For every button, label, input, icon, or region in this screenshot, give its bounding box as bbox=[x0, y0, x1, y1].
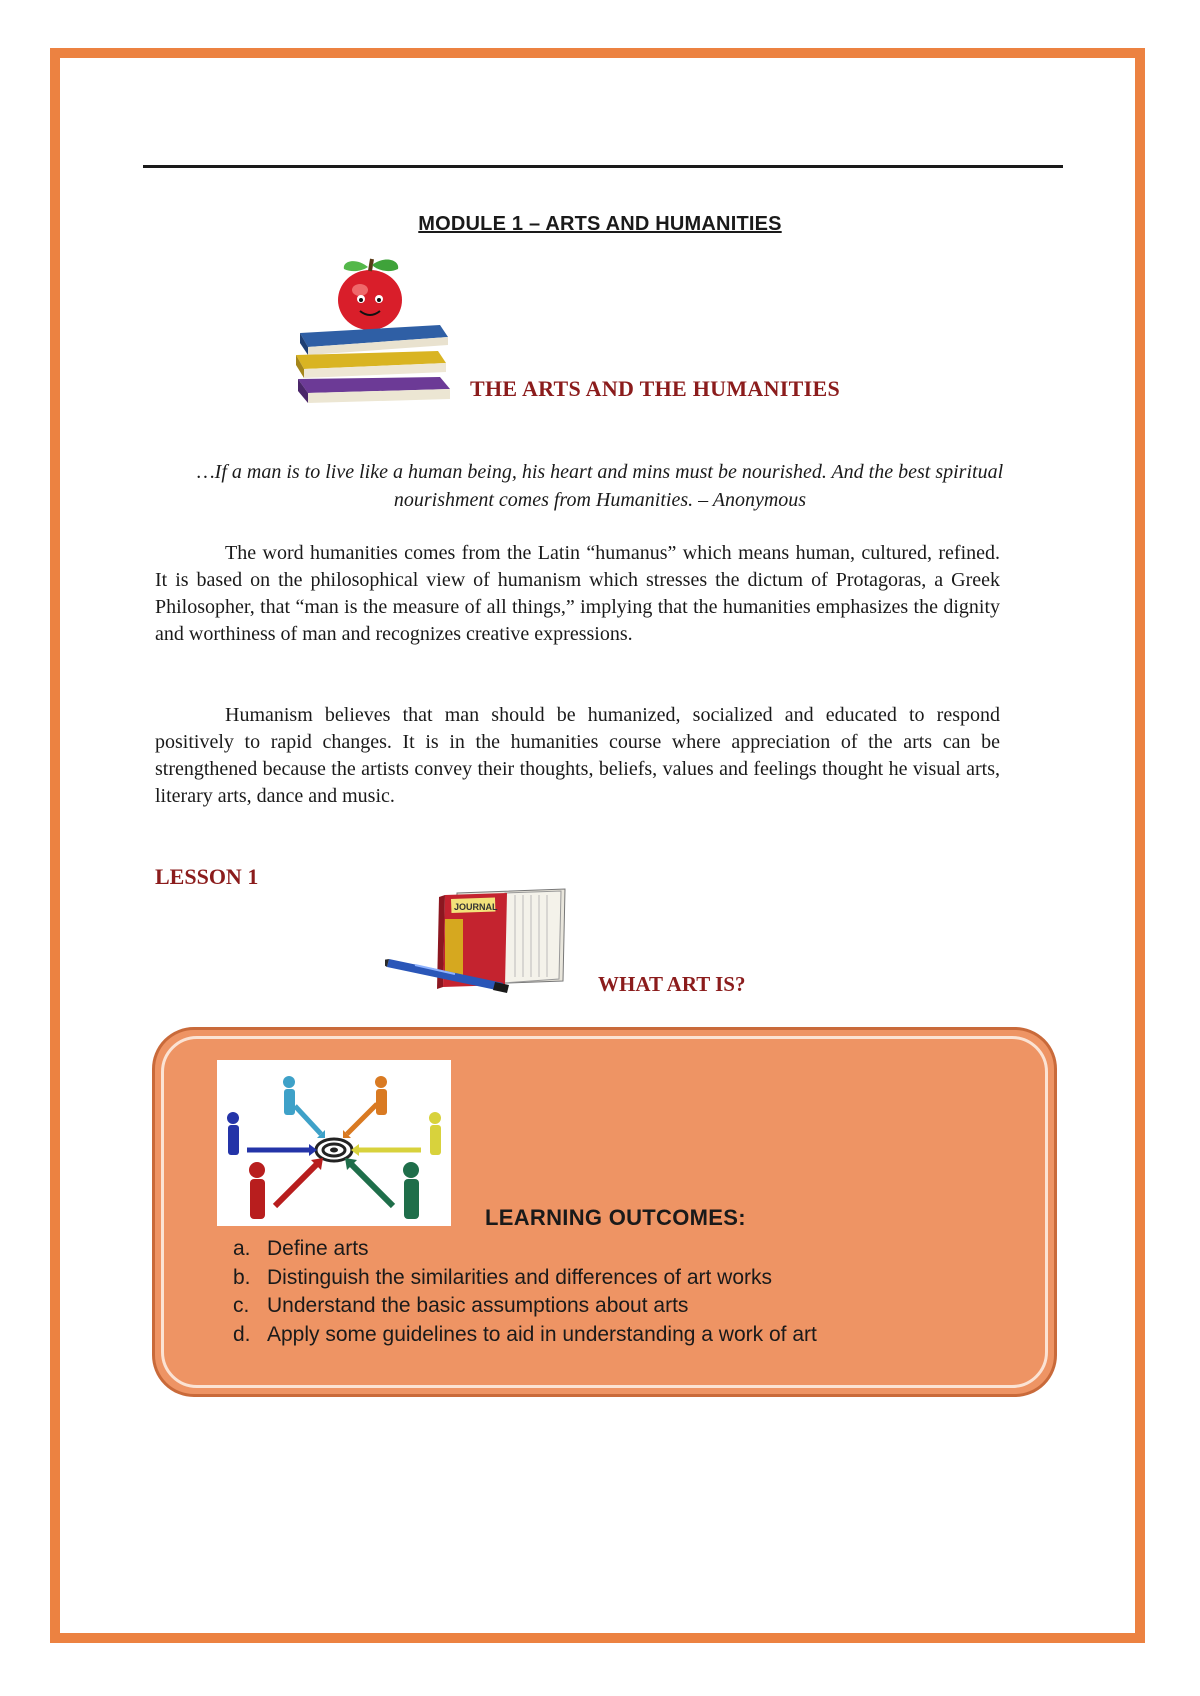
lesson-title: WHAT ART IS? bbox=[598, 972, 746, 996]
outcome-marker: d. bbox=[233, 1322, 251, 1346]
outcome-text: Apply some guidelines to aid in understanding a work of art bbox=[267, 1322, 817, 1346]
outcome-item bbox=[233, 1321, 817, 1350]
epigraph-quote: …If a man is to live like a human being, his heart and mins must be nourished. And the best spiritual nourishment comes from Humanities. – Anonymous bbox=[196, 461, 1004, 511]
journal-pen-illustration bbox=[385, 885, 595, 995]
person-icon bbox=[249, 1162, 265, 1219]
person-icon bbox=[283, 1076, 295, 1115]
paragraph-humanities-origin: The word humanities comes from the Latin “humanus” which means human, cultured, refined. It is based on the philosophical view of humanism which stresses the dictum of Protagoras, a Greek Philosopher, that “man is the measure of all things,” implying that the humanities emphasizes the dignity and worthiness of man and recognizes creative expressions. bbox=[155, 542, 1000, 645]
learning-outcomes-heading: LEARNING OUTCOMES: bbox=[485, 1205, 746, 1230]
outcome-text: Understand the basic assumptions about arts bbox=[267, 1294, 689, 1317]
outcome-marker: a. bbox=[233, 1237, 251, 1260]
module-title: MODULE 1 – ARTS AND HUMANITIES bbox=[418, 213, 782, 235]
person-icon bbox=[375, 1076, 387, 1115]
person-icon bbox=[403, 1162, 419, 1219]
outcome-item bbox=[233, 1292, 817, 1321]
outcome-marker: c. bbox=[233, 1294, 250, 1317]
lesson-label: LESSON 1 bbox=[155, 864, 259, 889]
journal-label: JOURNAL bbox=[454, 902, 498, 912]
people-target-illustration bbox=[217, 1060, 451, 1226]
section-heading: THE ARTS AND THE HUMANITIES bbox=[470, 376, 841, 401]
outcome-text: Define arts bbox=[267, 1237, 369, 1260]
paragraph-humanism: Humanism believes that man should be humanized, socialized and educated to respond positively to rapid changes. It is in the humanities course where appreciation of the arts can be strengthened because the artists convey their thoughts, beliefs, values and feelings thought he visual arts, literary arts, dance and music. bbox=[155, 704, 1000, 807]
outcome-item bbox=[233, 1235, 817, 1264]
person-icon bbox=[429, 1112, 441, 1155]
header-rule bbox=[143, 165, 1063, 168]
books-apple-illustration bbox=[290, 255, 460, 405]
page-border bbox=[50, 48, 1145, 1643]
apple-icon bbox=[338, 270, 402, 330]
outcome-item bbox=[233, 1264, 817, 1293]
outcome-text: Distinguish the similarities and differences of art works bbox=[267, 1265, 772, 1289]
learning-outcomes-list bbox=[233, 1235, 817, 1349]
outcome-marker: b. bbox=[233, 1265, 251, 1289]
person-icon bbox=[227, 1112, 239, 1155]
